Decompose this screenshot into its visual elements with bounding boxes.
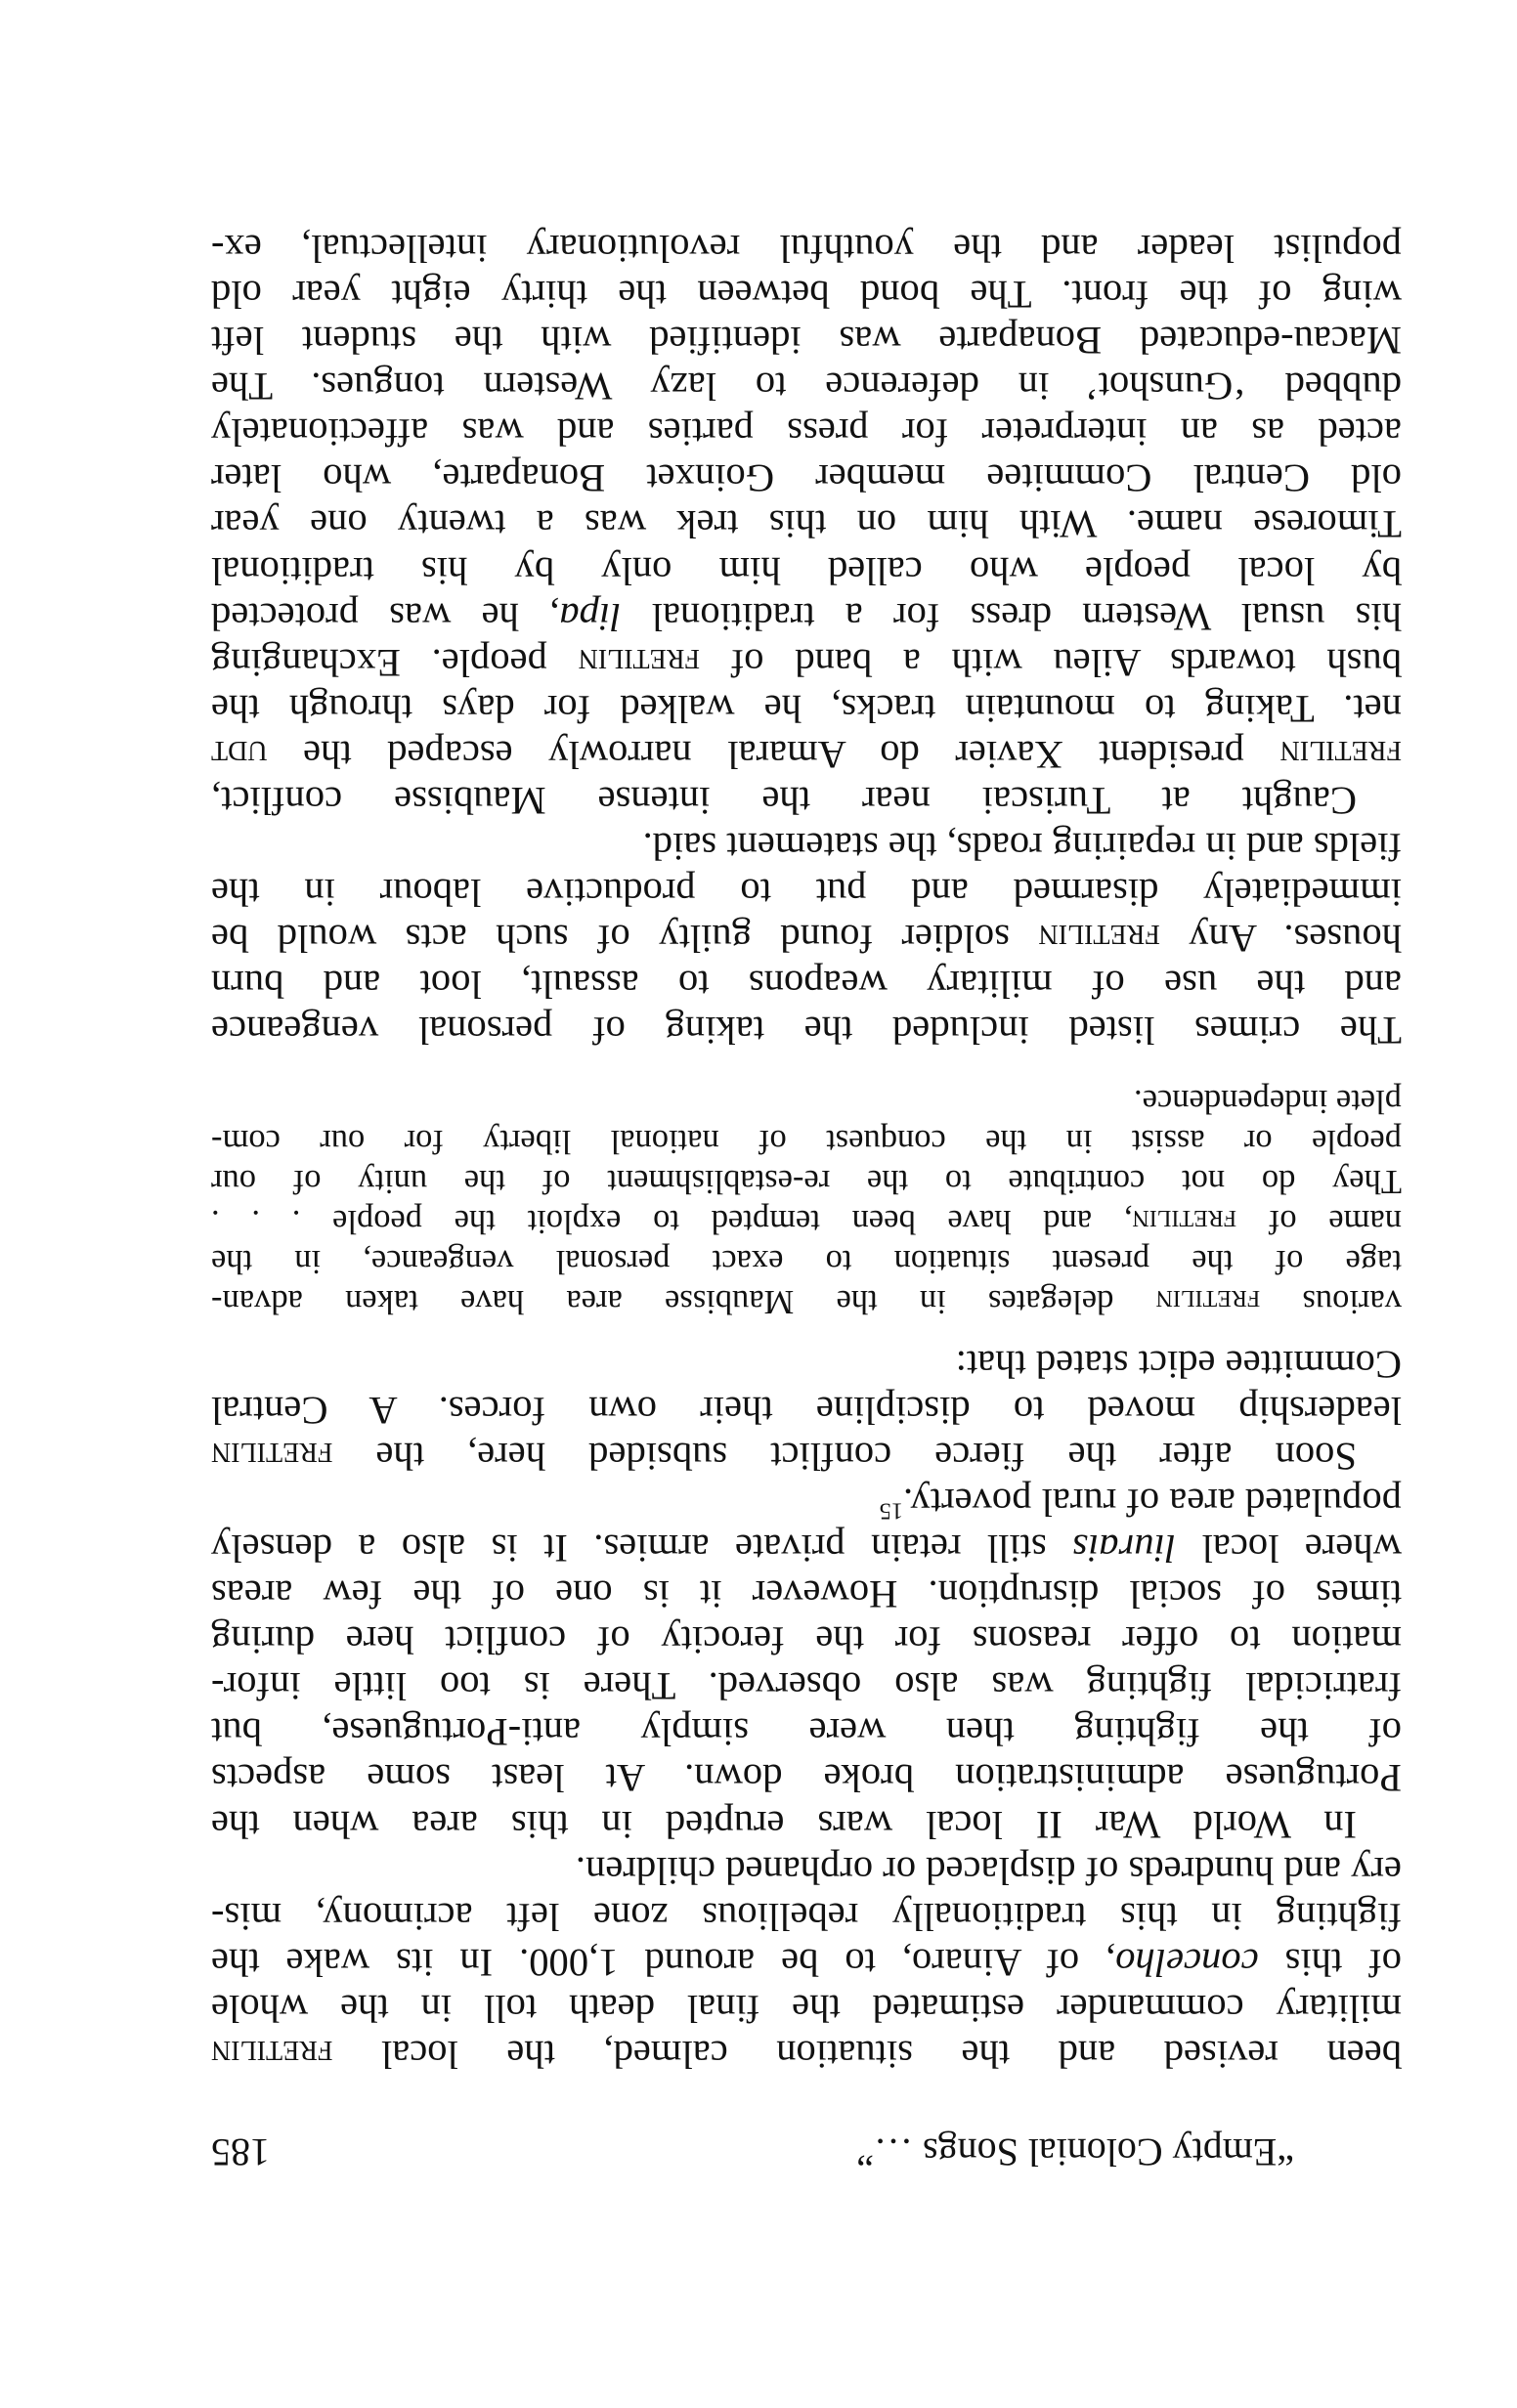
text-line <box>211 1480 1402 1526</box>
text-line: Portuguese administration broke down. At least some aspects <box>211 1756 1402 1801</box>
text-line: and the use of military weapons to assault, loot and burn <box>211 963 1402 1008</box>
text-line: military commander estimated the final death toll in the whole <box>211 1986 1402 2031</box>
text-line: net. Taking to mountain tracks, he walked for days through the <box>211 686 1402 731</box>
paragraph-4 <box>211 824 1402 1054</box>
text-line: mation to offer reasons for the ferocity of conflict here during <box>211 1618 1402 1663</box>
quote-line: tage of the present situation to exact personal vengeance, in the <box>211 1243 1402 1281</box>
text-line: wing of the front. The bond between the thirty eight year old <box>211 273 1402 317</box>
quote-line: people or assist in the conquest of national liberty for our com- <box>211 1123 1402 1161</box>
text-line: bush towards Aileu with a band of fretilin people. Exchanging <box>211 640 1402 685</box>
running-head <box>211 2129 1402 2175</box>
text-line: dubbed ‘Gunshot’ in deference to lazy Western tongues. The <box>211 365 1402 409</box>
quote-line: various fretilin delegates in the Maubisse area have taken advan- <box>211 1283 1402 1321</box>
text-line: times of social disruption. However it is one of the few areas <box>211 1572 1402 1617</box>
footnote-marker: 15 <box>879 1497 903 1525</box>
paragraph-1 <box>211 1848 1402 2078</box>
text-line: Timorese name. With him on this trek was a twenty one year <box>211 502 1402 547</box>
text-line: been revised and the situation calmed, the local fretilin <box>211 2033 1402 2077</box>
text-line: immediately disarmed and put to productive labour in the <box>211 871 1402 916</box>
text-line: populist leader and the youthful revolutionary intellectual, ex- <box>211 226 1402 271</box>
text-line: The crimes listed included the taking of personal vengeance <box>211 1009 1402 1054</box>
quote-line: name of fretilin, and have been tempted to exploit the people . . . <box>211 1203 1402 1241</box>
block-quote <box>211 1082 1402 1322</box>
text-segment: populated area of rural poverty. <box>903 1480 1402 1525</box>
text-line: fratricidal fighting was also observed. There is too little infor- <box>211 1664 1402 1709</box>
paragraph-5 <box>211 226 1402 824</box>
text-line: his usual Western dress for a traditional lipa, he was protected <box>211 594 1402 639</box>
text-line: old Central Commitee member Goinxet Bonaparte, who later <box>211 456 1402 501</box>
quote-line: plete independence. <box>1134 1083 1402 1121</box>
text-line: where local liurais still retain private armies. It is also a densely <box>211 1526 1402 1570</box>
paragraph-3 <box>211 1342 1402 1480</box>
text-line: acted as an interpreter for press parties and was affectionately <box>211 410 1402 455</box>
text-line: Macau-educated Bonaparte was identified with the student left <box>211 319 1402 364</box>
text-block <box>211 226 1402 2175</box>
text-line: of the fighting then were simply anti-Portuguese, but <box>211 1710 1402 1755</box>
text-line: ery and hundreds of displaced or orphaned children. <box>575 1848 1402 1893</box>
text-line: of this concelho, of Ainaro, to be around 1,000. In its wake the <box>211 1940 1402 1985</box>
quote-line: They do not contribute to the re-establishment of the unity of our <box>211 1163 1402 1201</box>
text-line: fields and in repairing roads, the statement said. <box>642 825 1402 870</box>
text-line: Soon after the fierce conflict subsided here, the fretilin <box>211 1434 1357 1479</box>
text-line: houses. Any fretilin soldier found guilty of such acts would be <box>211 917 1402 962</box>
text-line: Caught at Turiscai near the intense Maubisse conflict, <box>211 779 1357 824</box>
text-line: Committee edict stated that: <box>955 1342 1402 1387</box>
text-line: In World War II local wars erupted in this area when the <box>211 1802 1357 1847</box>
text-line: fighting in this traditionally rebellious zone left acrimony, mis- <box>211 1894 1402 1939</box>
running-title: “Empty Colonial Songs …” <box>856 2130 1294 2174</box>
text-line: by local people who called him only by his traditional <box>211 548 1402 593</box>
paragraph-2 <box>211 1480 1402 1848</box>
page-number: 185 <box>211 2130 270 2174</box>
text-line: leadership moved to discipline their own forces. A Central <box>211 1388 1402 1433</box>
text-line: fretilin president Xavier do Amaral narrowly escaped the udt <box>211 732 1402 777</box>
